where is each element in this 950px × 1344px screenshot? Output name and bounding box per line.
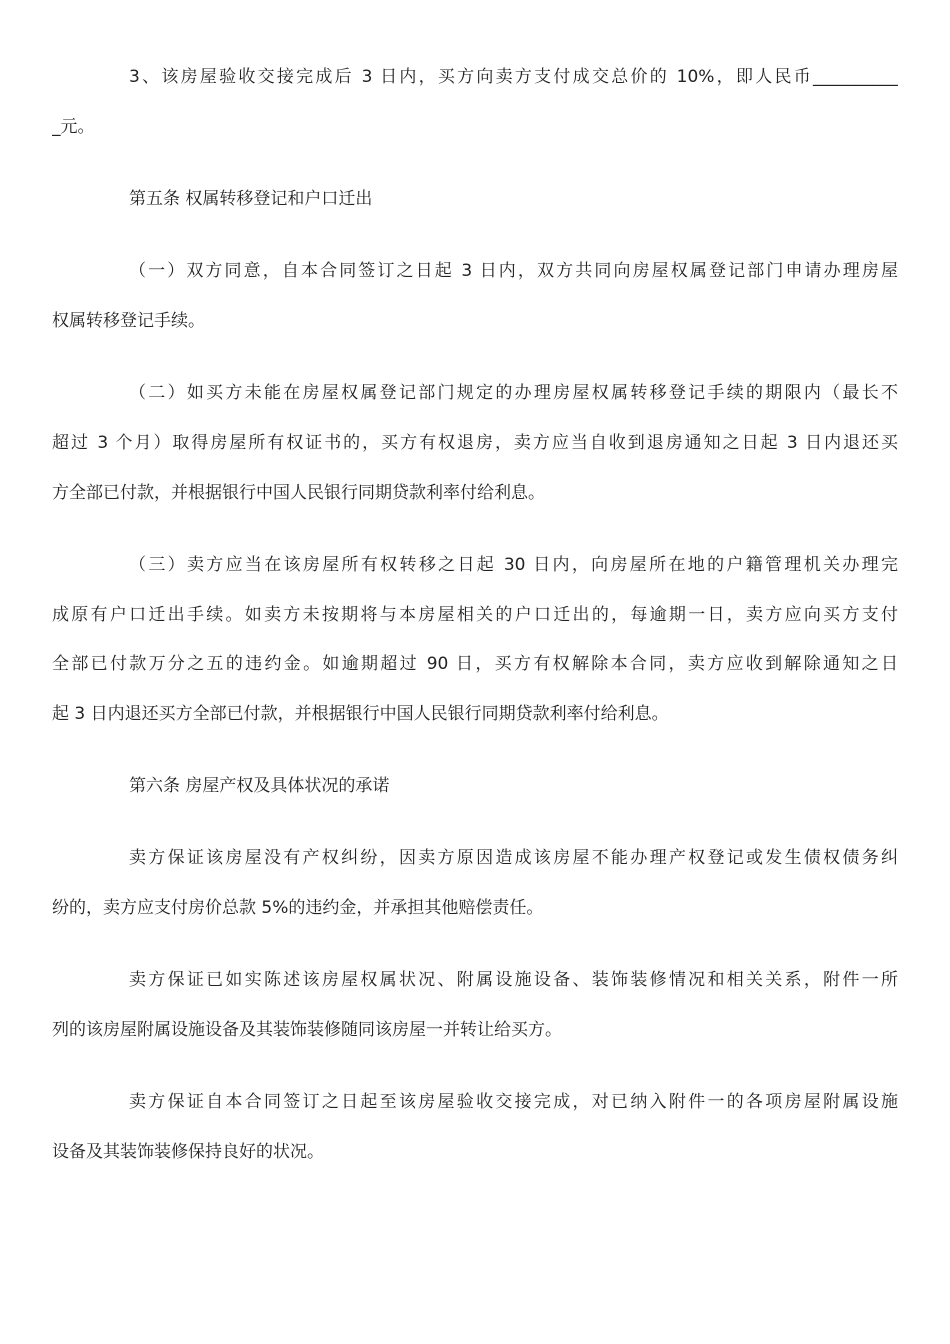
article-5-item-2-line-3: 方全部已付款，并根据银行中国人民银行同期贷款利率付给利息。 xyxy=(52,483,545,503)
article-6-heading: 第六条 房屋产权及具体状况的承诺 xyxy=(129,776,390,796)
article-6-para-2-line-1: 卖方保证已如实陈述该房屋权属状况、附属设施设备、装饰装修情况和相关关系，附件一所 xyxy=(129,970,898,990)
article-5-item-3-line-2: 成原有户口迁出手续。如卖方未按期将与本房屋相关的户口迁出的，每逾期一日，卖方应向买方支付 xyxy=(52,605,898,625)
article-5-item-1-line-1: （一）双方同意，自本合同签订之日起 3 日内，双方共同向房屋权属登记部门申请办理房屋 xyxy=(129,261,898,281)
article-6-para-2-line-2: 列的该房屋附属设施设备及其装饰装修随同该房屋一并转让给买方。 xyxy=(52,1020,562,1040)
article-5-item-3-line-4: 起 3 日内退还买方全部已付款，并根据银行中国人民银行同期贷款利率付给利息。 xyxy=(52,704,669,724)
article-5-item-2-line-1: （二）如买方未能在房屋权属登记部门规定的办理房屋权属转移登记手续的期限内（最长不 xyxy=(129,383,898,403)
article-6-para-3-line-1: 卖方保证自本合同签订之日起至该房屋验收交接完成，对已纳入附件一的各项房屋附属设施 xyxy=(129,1092,898,1112)
clause-3-payment-line-2: _元。 xyxy=(52,117,95,137)
article-6-para-1-line-2: 纷的，卖方应支付房价总款 5%的违约金，并承担其他赔偿责任。 xyxy=(52,898,544,918)
article-5-item-3-line-3: 全部已付款万分之五的违约金。如逾期超过 90 日，买方有权解除本合同，卖方应收到解除通知之日 xyxy=(52,654,898,674)
article-5-item-2-line-2: 超过 3 个月）取得房屋所有权证书的，买方有权退房，卖方应当自收到退房通知之日起 3 日内退还买 xyxy=(52,433,898,453)
article-5-heading: 第五条 权属转移登记和户口迁出 xyxy=(129,189,373,209)
article-5-item-1-line-2: 权属转移登记手续。 xyxy=(52,311,205,331)
article-6-para-1-line-1: 卖方保证该房屋没有产权纠纷，因卖方原因造成该房屋不能办理产权登记或发生债权债务纠 xyxy=(129,848,898,868)
article-5-item-3-line-1: （三）卖方应当在该房屋所有权转移之日起 30 日内，向房屋所在地的户籍管理机关办理完 xyxy=(129,555,898,575)
article-6-para-3-line-2: 设备及其装饰装修保持良好的状况。 xyxy=(52,1142,324,1162)
clause-3-payment-line-1: 3、该房屋验收交接完成后 3 日内，买方向卖方支付成交总价的 10%，即人民币__________ xyxy=(129,67,898,87)
